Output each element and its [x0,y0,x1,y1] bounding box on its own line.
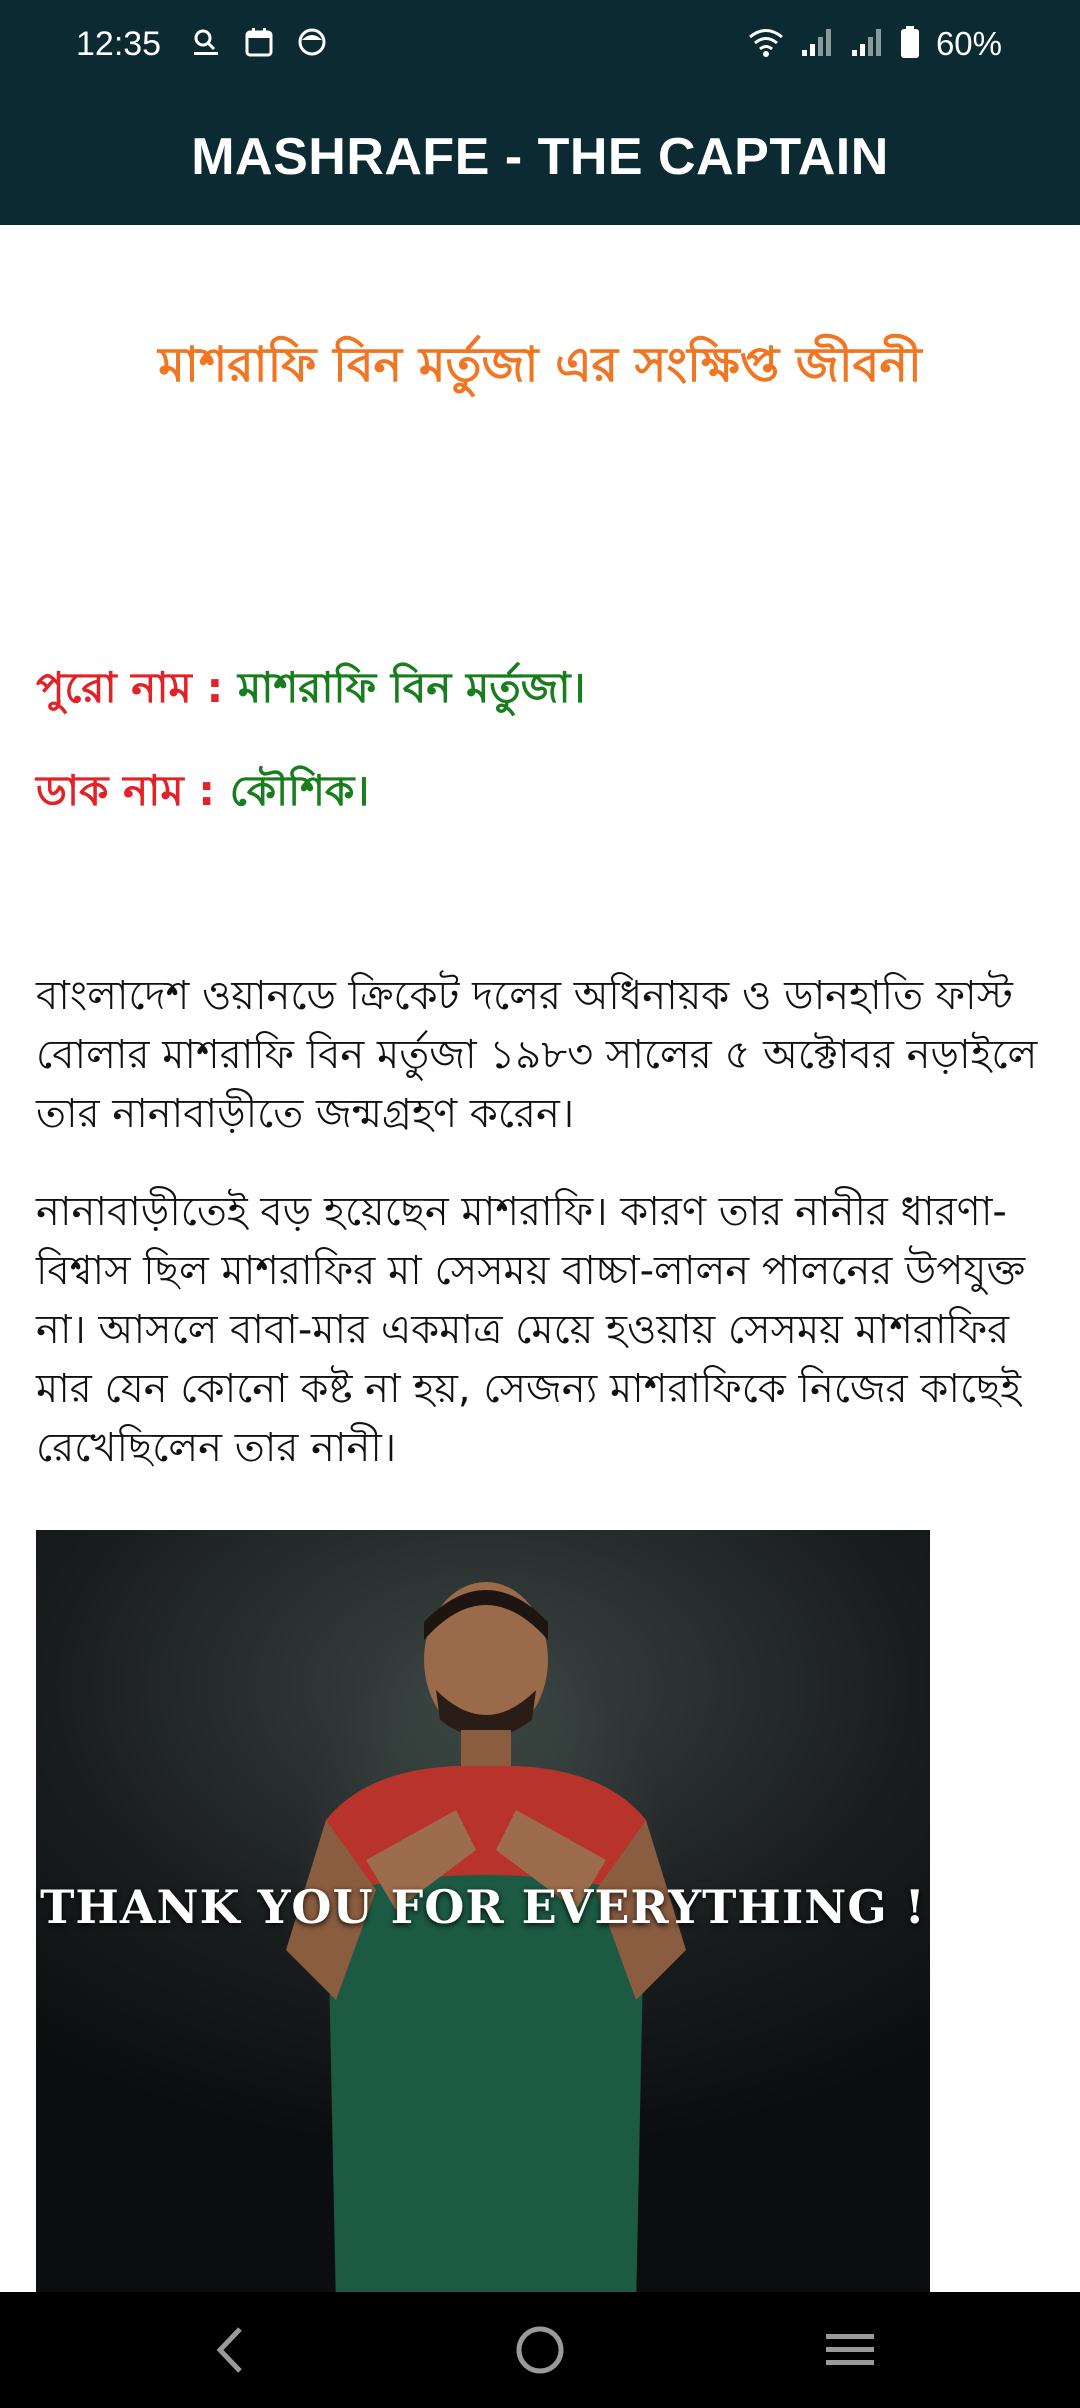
screenshot-icon [190,26,222,63]
nickname-line [36,763,369,819]
full-name-label: পুরো নাম : [36,663,238,712]
recent-apps-button[interactable] [810,2320,890,2380]
article-content[interactable] [0,225,1080,2292]
photo-caption: THANK YOU FOR EVERYTHING ! [40,1880,926,1934]
player-photo [36,1530,930,2292]
back-button[interactable] [190,2320,270,2380]
signal-icon [800,26,834,63]
paragraph-birth [36,967,1046,1144]
home-button[interactable] [500,2320,580,2380]
calendar-icon [244,26,274,63]
battery-icon [900,25,920,64]
status-system-icons [748,22,1002,66]
navigation-bar [0,2292,1080,2408]
nickname-value: কৌশিক। [229,766,370,815]
status-notification-icons [190,26,328,63]
battery-percent: 60% [935,25,1002,62]
app-title: MASHRAFE - THE CAPTAIN [191,127,889,186]
full-name-line [36,660,586,716]
paragraph-childhood [36,1183,1046,1478]
wifi-icon [748,26,784,63]
nickname-label: ডাক নাম : [36,766,230,815]
menu-icon [822,2328,878,2372]
home-icon [512,2322,568,2378]
status-bar [0,0,1080,88]
status-time: 12:35 [76,25,162,63]
paragraph-text: নানাবাড়ীতেই বড় হয়েছেন মাশরাফি। কারণ তার নানীর ধারণা-বিশ্বাস ছিল মাশরাফির মা সেসময় বাচ্চা-লালন পালনের উপযুক্ত না। আসলে বাবা-মার একমাত্র মেয়ে হওয়ায় সেসময় মাশরাফির মার যেন কোনো কষ্ট না হয়, সেজন্য মাশরাফিকে নিজের কাছেই রেখেছিলেন তার নানী। [36,1189,1026,1471]
face-icon [296,26,328,63]
article-heading: মাশরাফি বিন মর্তুজা এর সংক্ষিপ্ত জীবনী [158,337,922,393]
back-icon [210,2325,250,2375]
full-name-value: মাশরাফি বিন মর্তুজা। [237,663,586,712]
app-bar [0,88,1080,225]
paragraph-text: বাংলাদেশ ওয়ানডে ক্রিকেট দলের অধিনায়ক ও ডানহাতি ফাস্ট বোলার মাশরাফি বিন মর্তুজা ১৯৮৩ সালের ৫ অক্টোবর নড়াইলে তার নানাবাড়ীতে জন্মগ্রহণ করেন। [36,973,1038,1137]
signal-icon [850,26,884,63]
